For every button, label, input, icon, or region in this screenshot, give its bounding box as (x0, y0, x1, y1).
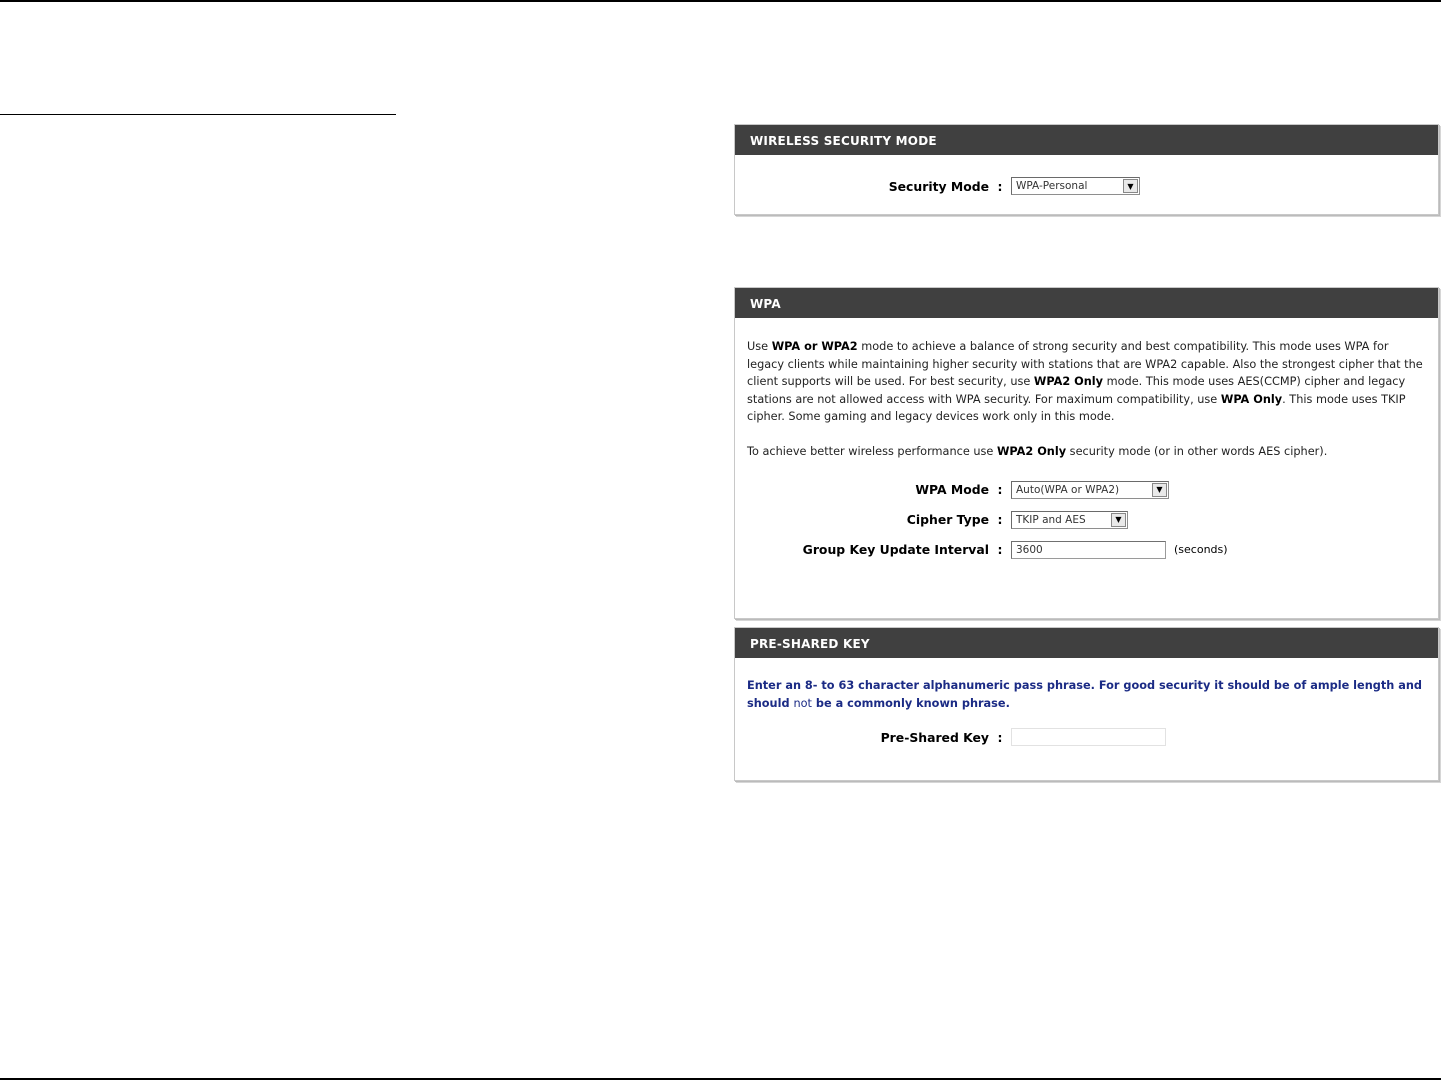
chevron-down-icon[interactable]: ▼ (1111, 513, 1126, 527)
panel-title: WIRELESS SECURITY MODE (735, 125, 1438, 155)
cipher-type-row (747, 505, 1426, 535)
desc-text: mode to achieve a balance of strong security and best compatibility. This mode uses WPA for legacy clients while maintaining higher security with stations that are WPA2 capable. Also the strongest cipher that the client supports will be used. For best security, use (747, 340, 1423, 389)
desc-text: . This mode uses TKIP cipher. Some gaming and legacy devices work only in this mode. (747, 392, 1406, 424)
desc-bold: WPA2 Only (996, 444, 1067, 458)
desc-bold: WPA Only (1220, 392, 1283, 406)
security-mode-value: WPA-Personal (1016, 180, 1088, 192)
wpa-mode-select[interactable] (1011, 481, 1169, 499)
colon: : (997, 178, 1003, 194)
wpa-mode-label: WPA Mode (915, 482, 989, 498)
psk-label: Pre-Shared Key (880, 729, 989, 745)
pre-shared-key-panel (734, 627, 1439, 781)
wireless-security-mode-panel (734, 124, 1439, 215)
cipher-type-value: TKIP and AES (1016, 513, 1086, 526)
wpa-performance-note (747, 443, 1426, 461)
chevron-down-icon[interactable]: ▼ (1123, 179, 1138, 193)
colon: : (997, 482, 1003, 498)
wpa-description (747, 338, 1426, 426)
desc-text: security mode (or in other words AES cipher). (1066, 444, 1328, 458)
colon: : (997, 729, 1003, 745)
desc-bold: WPA or WPA2 (771, 340, 858, 353)
bottom-rule (0, 1078, 1441, 1080)
panel-title: WPA (735, 288, 1438, 318)
panel-title: PRE-SHARED KEY (735, 628, 1438, 658)
section-rule (0, 114, 396, 115)
psk-row (747, 722, 1426, 752)
group-key-label: Group Key Update Interval (802, 542, 989, 558)
security-mode-row (747, 171, 1426, 201)
group-key-interval-input[interactable] (1011, 541, 1166, 559)
desc-bold: WPA2 Only (1033, 375, 1104, 389)
psk-description (747, 677, 1426, 712)
wpa-panel (734, 287, 1439, 619)
desc-text: Enter an 8- to 63 character alphanumeric pass phrase. For good security it should be of ample length and should (747, 679, 1422, 710)
panel-body (735, 155, 1438, 201)
colon: : (997, 512, 1003, 528)
wpa-mode-row (747, 475, 1426, 505)
desc-text: To achieve better wireless performance use (747, 444, 997, 458)
desc-text: not (793, 696, 812, 710)
colon: : (997, 542, 1003, 558)
security-mode-select[interactable] (1011, 177, 1140, 195)
top-rule (0, 0, 1441, 2)
desc-text: Use (747, 340, 772, 353)
pre-shared-key-input[interactable] (1011, 728, 1166, 746)
group-key-unit: (seconds) (1174, 543, 1228, 557)
cipher-type-select[interactable] (1011, 511, 1128, 529)
security-mode-label: Security Mode (888, 178, 989, 194)
panel-body (735, 318, 1438, 565)
panel-body (735, 658, 1438, 752)
group-key-row (747, 535, 1426, 565)
wpa-fields (747, 475, 1426, 565)
desc-text: mode. This mode uses AES(CCMP) cipher and legacy stations are not allowed access with WPA security. For maximum compatibility, use (747, 375, 1406, 406)
wpa-mode-value: Auto(WPA or WPA2) (1016, 483, 1120, 496)
cipher-type-label: Cipher Type (906, 512, 989, 528)
desc-text: be a commonly known phrase. (811, 696, 1010, 710)
chevron-down-icon[interactable]: ▼ (1152, 483, 1167, 497)
